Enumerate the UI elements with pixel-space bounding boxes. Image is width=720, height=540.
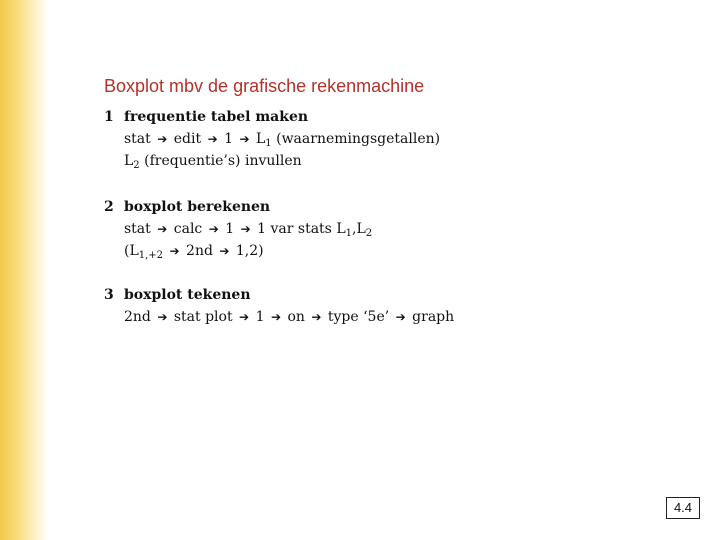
step-text: stat — [124, 221, 151, 237]
step-text: (waarnemingsgetallen) — [276, 131, 441, 147]
step-text: on — [287, 309, 305, 325]
arrow-right-icon: ➔ — [157, 132, 168, 146]
decorative-left-band — [0, 0, 48, 540]
arrow-right-icon: ➔ — [157, 310, 168, 324]
step-text: 1,2) — [235, 243, 264, 259]
section-1 — [104, 106, 440, 172]
arrow-right-icon: ➔ — [239, 132, 250, 146]
instruction-line — [104, 240, 372, 262]
section-2 — [104, 196, 372, 262]
section-heading-text: frequentie tabel maken — [124, 109, 309, 125]
step-text: stat — [124, 131, 151, 147]
section-number: 1 — [104, 109, 114, 125]
step-text: 2nd — [186, 243, 213, 259]
step-text: $L_1$ — [255, 131, 272, 149]
section-heading — [104, 196, 372, 218]
step-text: ($L_{1,+2}$ — [124, 243, 164, 261]
arrow-right-icon: ➔ — [270, 310, 281, 324]
step-text: 1 — [225, 221, 235, 237]
arrow-right-icon: ➔ — [207, 132, 218, 146]
section-number: 3 — [104, 287, 114, 303]
arrow-right-icon: ➔ — [219, 244, 230, 258]
instruction-line — [104, 218, 372, 240]
step-text: 1 var stats $L_1,L_2$ — [257, 221, 373, 239]
step-text: graph — [412, 309, 455, 325]
step-text: calc — [173, 221, 203, 237]
instruction-line — [104, 150, 440, 172]
step-text: type ‘5e’ — [327, 309, 390, 325]
step-text: stat plot — [173, 309, 233, 325]
step-text: 1 — [224, 131, 234, 147]
section-heading — [104, 106, 440, 128]
section-heading-text: boxplot berekenen — [124, 199, 271, 215]
instruction-line — [104, 306, 454, 328]
section-number: 2 — [104, 199, 114, 215]
page-number-box: 4.4 — [666, 497, 700, 519]
step-text: (frequentie’s) invullen — [144, 153, 302, 169]
section-heading — [104, 284, 454, 306]
step-text: 2nd — [124, 309, 151, 325]
section-3 — [104, 284, 454, 328]
arrow-right-icon: ➔ — [157, 222, 168, 236]
step-text: edit — [173, 131, 202, 147]
arrow-right-icon: ➔ — [240, 222, 251, 236]
arrow-right-icon: ➔ — [311, 310, 322, 324]
arrow-right-icon: ➔ — [208, 222, 219, 236]
step-text: $L_2$ — [124, 153, 140, 171]
arrow-right-icon: ➔ — [395, 310, 406, 324]
section-heading-text: boxplot tekenen — [124, 287, 251, 303]
step-text: 1 — [255, 309, 265, 325]
instruction-line — [104, 128, 440, 150]
page-title: Boxplot mbv de grafische rekenmachine — [104, 76, 425, 96]
arrow-right-icon: ➔ — [239, 310, 250, 324]
arrow-right-icon: ➔ — [169, 244, 180, 258]
